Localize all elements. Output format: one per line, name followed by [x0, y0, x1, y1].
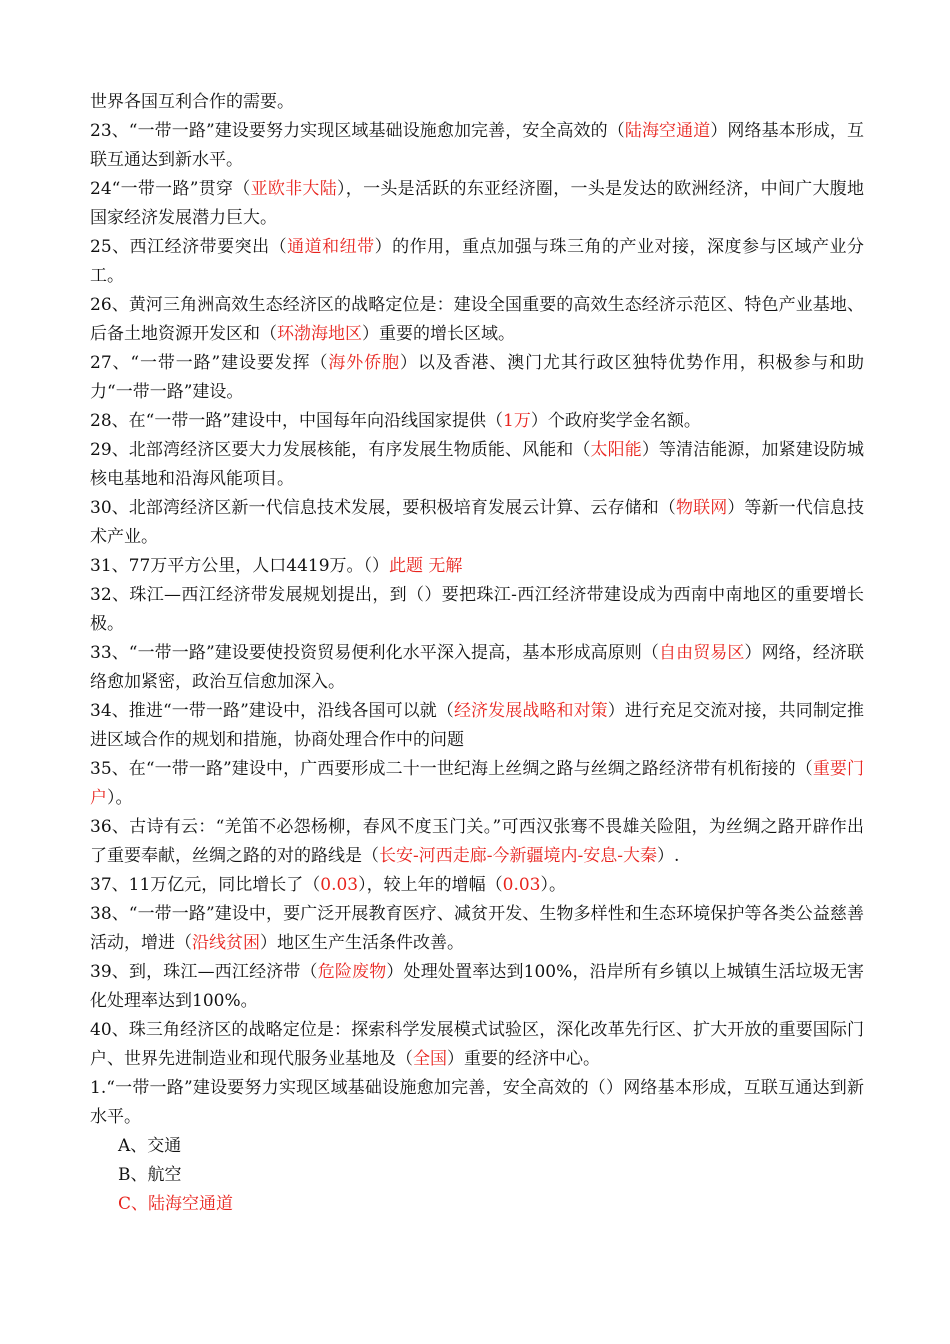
question-text: 34、推进“一带一路”建设中，沿线各国可以就（ [90, 701, 454, 721]
question-paragraph [90, 581, 864, 639]
question-paragraph [90, 175, 864, 233]
question-text: 36、古诗有云：“羌笛不必怨杨柳，春风不度玉门关。”可西汉张骞不畏雄关险阻，为丝绸之路开辟作出了重要奉献，丝绸之路的对的路线是（ [90, 817, 864, 866]
answer-text: 环渤海地区 [277, 324, 362, 344]
question-paragraph [90, 552, 864, 581]
question-text: 25、西江经济带要突出（ [90, 237, 288, 257]
question-paragraph [90, 233, 864, 291]
question-paragraph [90, 117, 864, 175]
answer-text: 0.03 [502, 875, 541, 895]
question-text: ）等清洁能源，加紧建设防城核电基地和沿海风能项目。 [90, 440, 865, 489]
option-list [90, 1132, 864, 1219]
question-text: 37、11万亿元，同比增长了（ [90, 875, 321, 895]
question-list [90, 88, 864, 1132]
answer-text: 海外侨胞 [328, 353, 400, 373]
question-paragraph [90, 755, 864, 813]
question-text: ）。 [107, 788, 133, 808]
answer-text: 重要门户 [90, 759, 865, 808]
question-text: 35、在“一带一路”建设中，广西要形成二十一世纪海上丝绸之路与丝绸之路经济带有机衔接的（ [90, 759, 813, 779]
question-text: ）个政府奖学金名额。 [530, 411, 701, 431]
question-paragraph [90, 436, 864, 494]
question-text: 32、珠江—西江经济带发展规划提出，到（）要把珠江-西江经济带建设成为西南中南地区的重要增长极。 [90, 585, 864, 634]
question-text: ）网络，经济联络愈加紧密，政治互信愈加深入。 [90, 643, 865, 692]
question-paragraph [90, 349, 864, 407]
answer-text: 太阳能 [590, 440, 642, 460]
question-text: 1.“一带一路”建设要努力实现区域基础设施愈加完善，安全高效的（）网络基本形成，互联互通达到新水平。 [90, 1078, 864, 1127]
question-text: 23、“一带一路”建设要努力实现区域基础设施愈加完善，安全高效的（ [90, 121, 625, 141]
question-text: ）网络基本形成，互联互通达到新水平。 [90, 121, 865, 170]
question-text: 31、77万平方公里，人口4419万。（） [90, 556, 390, 576]
answer-text: 通道和纽带 [287, 237, 375, 257]
question-text: 27、“一带一路”建设要发挥（ [90, 353, 329, 373]
question-text: 世界各国互利合作的需要。 [90, 92, 294, 112]
question-text: ）等新一代信息技术产业。 [90, 498, 865, 547]
question-paragraph [90, 407, 864, 436]
question-text: ），一头是活跃的东亚经济圈，一头是发达的欧洲经济，中间广大腹地国家经济发展潜力巨大。 [90, 179, 865, 228]
answer-text: 自由贸易区 [659, 643, 745, 663]
answer-text: 物联网 [676, 498, 728, 518]
question-paragraph [90, 639, 864, 697]
correct-option: C、陆海空通道 [118, 1194, 234, 1214]
question-text: ）重要的经济中心。 [447, 1049, 600, 1069]
question-text: 33、“一带一路”建设要使投资贸易便利化水平深入提高，基本形成高原则（ [90, 643, 660, 663]
answer-text: 沿线贫困 [192, 933, 260, 953]
answer-option: A、交通 [118, 1136, 182, 1156]
document-page [90, 88, 864, 1219]
question-text: ）处理处置率达到100%，沿岸所有乡镇以上城镇生活垃圾无害化处理率达到100%。 [90, 962, 865, 1011]
question-text: ）。 [540, 875, 566, 895]
answer-text: 1万 [503, 411, 531, 431]
answer-text: 长安-河西走廊-今新疆境内-安息-大秦 [379, 846, 657, 866]
question-paragraph [90, 291, 864, 349]
question-text: 28、在“一带一路”建设中，中国每年向沿线国家提供（ [90, 411, 504, 431]
question-text: 39、到，珠江—西江经济带（ [90, 962, 318, 982]
question-paragraph [90, 88, 864, 117]
question-text: ）进行充足交流对接，共同制定推进区域合作的规划和措施，协商处理合作中的问题 [90, 701, 865, 750]
question-text: 38、“一带一路”建设中，要广泛开展教育医疗、减贫开发、生物多样性和生态环境保护等各类公益慈善活动，增进（ [90, 904, 864, 953]
answer-text: 经济发展战略和对策 [453, 701, 608, 721]
question-paragraph [90, 958, 864, 1016]
answer-text: 全国 [413, 1049, 447, 1069]
answer-text: 危险废物 [317, 962, 387, 982]
answer-text: 陆海空通道 [624, 121, 711, 141]
question-paragraph [90, 494, 864, 552]
answer-text: 0.03 [320, 875, 359, 895]
question-paragraph [90, 813, 864, 871]
question-text: 30、北部湾经济区新一代信息技术发展，要积极培育发展云计算、云存储和（ [90, 498, 676, 518]
question-text: 29、北部湾经济区要大力发展核能，有序发展生物质能、风能和（ [90, 440, 591, 460]
question-paragraph [90, 697, 864, 755]
question-text: ）以及香港、澳门尤其行政区独特优势作用，积极参与和助力“一带一路”建设。 [90, 353, 865, 402]
answer-option: B、航空 [118, 1165, 182, 1185]
question-paragraph [90, 871, 864, 900]
question-paragraph [90, 900, 864, 958]
question-text: ）的作用，重点加强与珠三角的产业对接，深度参与区域产业分工。 [90, 237, 865, 286]
question-paragraph [90, 1074, 864, 1132]
question-text: ）地区生产生活条件改善。 [260, 933, 464, 953]
answer-text: 亚欧非大陆 [250, 179, 337, 199]
question-text: 40、珠三角经济区的战略定位是：探索科学发展模式试验区，深化改革先行区、扩大开放的重要国际门户、世界先进制造业和现代服务业基地及（ [90, 1020, 864, 1069]
question-text: 24“一带一路”贯穿（ [90, 179, 251, 199]
question-paragraph [90, 1016, 864, 1074]
question-text: 26、黄河三角洲高效生态经济区的战略定位是：建设全国重要的高效生态经济示范区、特色产业基地、后备土地资源开发区和（ [90, 295, 864, 344]
answer-text: 此题 无解 [389, 556, 463, 576]
question-text: ）. [656, 846, 680, 866]
question-text: ），较上年的增幅（ [358, 875, 503, 895]
question-text: ）重要的增长区域。 [362, 324, 515, 344]
